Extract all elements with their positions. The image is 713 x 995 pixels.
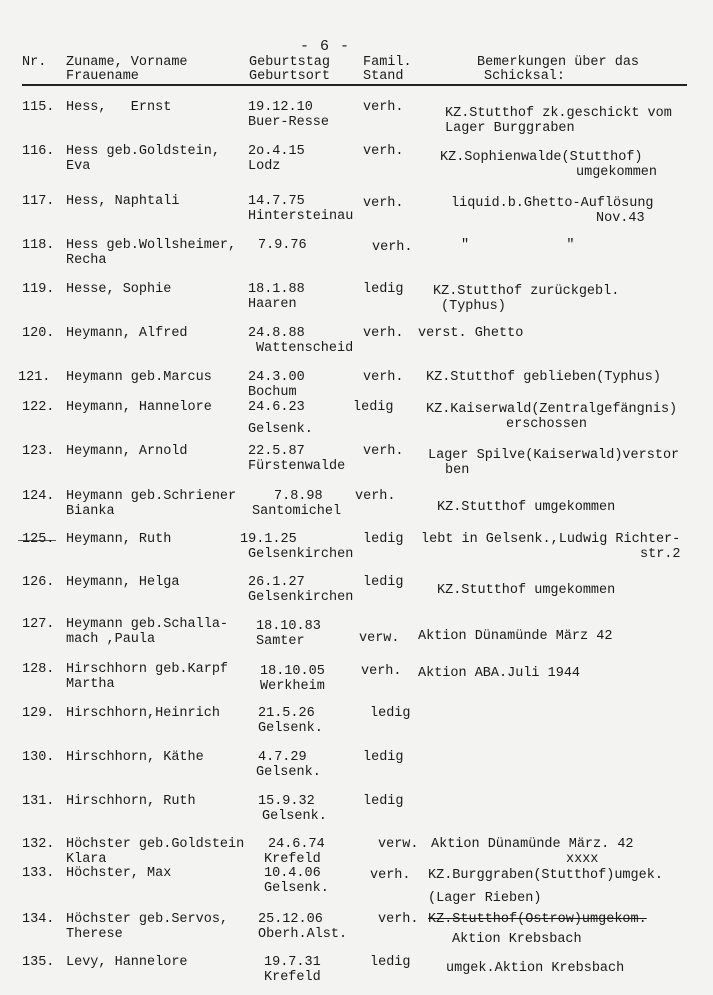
entry-status: verh. (363, 444, 404, 459)
header-nr: Nr. (22, 55, 47, 70)
entry-remarks: Aktion Dünamünde März. 42 (431, 837, 634, 852)
list-item (0, 100, 713, 140)
entry-name: Heymann, Alfred (66, 326, 188, 341)
entry-remarks-line2: (Typhus) (441, 299, 506, 314)
entry-birthdate: 24.6.23 (248, 400, 305, 415)
entry-birthdate: 4.7.29 (258, 750, 307, 765)
entry-status: ledig (370, 706, 411, 721)
entry-birthplace: Buer-Resse (248, 115, 330, 130)
entry-name: Höchster geb.Servos, (66, 912, 229, 927)
entry-status: verh. (363, 196, 404, 211)
entry-remarks: " " (461, 238, 575, 253)
entry-birthplace: Gelsenk. (264, 881, 329, 896)
header-birth-line1: Geburtstag (249, 55, 331, 70)
entry-status: verh. (363, 100, 404, 115)
entry-name-line2: mach ,Paula (66, 632, 156, 647)
entry-number: 120. (22, 326, 55, 341)
entry-birthplace: Wattenscheid (256, 341, 354, 356)
entry-name: Hirschhorn, Ruth (66, 794, 196, 809)
entry-number: 128. (22, 662, 55, 677)
page-number: - 6 - (300, 38, 351, 55)
entry-birthdate: 19.7.31 (264, 955, 321, 970)
entry-name: Heymann, Helga (66, 575, 180, 590)
list-item (0, 194, 713, 234)
list-item (0, 238, 713, 278)
header-remarks-line1: Bemerkungen über das (477, 55, 640, 70)
entry-remarks: KZ.Burggraben(Stutthof)umgek. (428, 868, 663, 883)
entry-birthplace: Hintersteinau (248, 209, 354, 224)
entry-remarks: KZ.Stutthof umgekommen (437, 500, 616, 515)
entry-number: 121. (18, 370, 51, 385)
entry-number: 129. (22, 706, 55, 721)
entry-name: Hess geb.Wollsheimer, (66, 238, 237, 253)
entry-birthplace: Fürstenwalde (248, 459, 346, 474)
entry-status: verh. (363, 144, 404, 159)
entry-number: 123. (22, 444, 55, 459)
list-item (0, 750, 713, 790)
entry-remarks-line2: Aktion Krebsbach (452, 932, 582, 947)
entry-name: Heymann, Arnold (66, 444, 188, 459)
entry-name-line2: Recha (66, 253, 107, 268)
entry-status: verh. (372, 240, 413, 255)
entry-remarks-line2: str.2 (640, 547, 681, 562)
entry-remarks: liquid.b.Ghetto-Auflösung (451, 196, 654, 211)
entry-birthplace: Samter (256, 634, 305, 649)
entry-status: ledig (353, 400, 394, 415)
entry-remarks-line2: Nov.43 (596, 211, 645, 226)
entry-birthdate: 25.12.06 (258, 912, 323, 927)
entry-birthdate: 15.9.32 (258, 794, 315, 809)
entry-birthplace: Lodz (248, 159, 281, 174)
list-item (0, 444, 713, 484)
list-item (0, 282, 713, 322)
entry-birthdate: 26.1.27 (248, 575, 305, 590)
entry-number: 125. (22, 532, 55, 547)
entry-number: 130. (22, 750, 55, 765)
entry-birthplace: Gelsenk. (258, 721, 323, 736)
entry-name: Heymann geb.Schalla- (66, 617, 229, 632)
list-item (0, 706, 713, 746)
entry-name: Hirschhorn,Heinrich (66, 706, 220, 721)
header-name-line2: Frauename (66, 69, 139, 84)
entry-name-line2: Eva (66, 159, 91, 174)
entry-name: Heymann, Hannelore (66, 400, 212, 415)
entry-remarks: lebt in Gelsenk.,Ludwig Richter- (421, 532, 681, 547)
entry-name-line2: Therese (66, 927, 123, 942)
list-item (0, 617, 713, 657)
entry-birthdate: 24.3.00 (248, 370, 305, 385)
entry-status: verh. (361, 664, 402, 679)
list-item (0, 866, 713, 906)
entry-name: Heymann, Ruth (66, 532, 172, 547)
entry-name: Hess geb.Goldstein, (66, 144, 220, 159)
entry-name: Höchster geb.Goldstein (66, 837, 245, 852)
entry-birthplace: Haaren (248, 297, 297, 312)
header-status-line2: Stand (363, 69, 404, 84)
header-birth-line2: Geburtsort (249, 69, 331, 84)
entry-birthdate: 22.5.87 (248, 444, 305, 459)
entry-birthplace: Krefeld (264, 852, 321, 867)
entry-number: 132. (22, 837, 55, 852)
entry-name: Heymann geb.Schriener (66, 489, 237, 504)
entry-number: 116. (22, 144, 55, 159)
entry-remarks: KZ.Stutthof(Ostrow)umgekom. (428, 912, 647, 927)
entry-status: verh. (370, 868, 411, 883)
list-item (0, 575, 713, 615)
entry-name: Hess, Ernst (66, 100, 172, 115)
entry-remarks: umgek.Aktion Krebsbach (446, 961, 625, 976)
entry-birthplace: Werkheim (260, 679, 325, 694)
entry-number: 131. (22, 794, 55, 809)
entry-remarks: verst. Ghetto (418, 326, 524, 341)
entry-remarks: KZ.Stutthof geblieben(Typhus) (426, 370, 661, 385)
entry-birthplace: Santomichel (252, 504, 342, 519)
entry-number: 126. (22, 575, 55, 590)
entry-name-line2: Klara (66, 852, 107, 867)
entry-number: 122. (22, 400, 55, 415)
entry-remarks-line2: (Lager Rieben) (428, 891, 542, 906)
entry-birthdate: 24.8.88 (248, 326, 305, 341)
list-item (0, 662, 713, 702)
entry-birthdate: 21.5.26 (258, 706, 315, 721)
entry-name-line2: Martha (66, 677, 115, 692)
entry-name: Hess, Naphtali (66, 194, 180, 209)
list-item (0, 912, 713, 952)
entry-remarks-line2: ben (445, 463, 470, 478)
entry-remarks: KZ.Kaiserwald(Zentralgefängnis) (426, 402, 678, 417)
entry-birthdate: 18.10.05 (260, 664, 325, 679)
entry-birthplace: Gelsenk. (256, 765, 321, 780)
entry-remarks-line2: xxxx (566, 852, 599, 867)
entry-birthdate: 18.10.83 (256, 619, 321, 634)
entry-name: Hirschhorn, Käthe (66, 750, 204, 765)
entry-birthplace: Gelsenk. (248, 422, 313, 437)
list-item (0, 532, 713, 572)
entry-number: 135. (22, 955, 55, 970)
entry-status: verh. (363, 326, 404, 341)
list-item (0, 955, 713, 995)
entry-name: Levy, Hannelore (66, 955, 188, 970)
entry-name: Hesse, Sophie (66, 282, 172, 297)
list-item (0, 144, 713, 184)
list-item (0, 326, 713, 366)
entry-birthplace: Krefeld (264, 970, 321, 985)
entry-status: verh. (355, 489, 396, 504)
entry-birthdate: 24.6.74 (268, 837, 325, 852)
entry-remarks: KZ.Stutthof zk.geschickt vom (445, 106, 672, 121)
entry-remarks: KZ.Stutthof zurückgebl. (433, 284, 620, 299)
entry-remarks: Lager Spilve(Kaiserwald)verstor (428, 448, 680, 463)
entry-number: 115. (22, 100, 55, 115)
entry-remarks-line2: umgekommen (576, 165, 658, 180)
entry-remarks-line2: erschossen (506, 417, 588, 432)
entry-birthdate: 19.12.10 (248, 100, 313, 115)
entry-number: 133. (22, 866, 55, 881)
entry-status: verh. (363, 370, 404, 385)
entry-name: Hirschhorn geb.Karpf (66, 662, 229, 677)
entry-status: ledig (363, 282, 404, 297)
entry-status: verw. (359, 631, 400, 646)
entry-name-line2: Bianka (66, 504, 115, 519)
entry-status: ledig (363, 575, 404, 590)
entry-birthplace: Gelsenkirchen (248, 547, 354, 562)
entry-birthplace: Gelsenk. (262, 809, 327, 824)
list-item (0, 794, 713, 834)
header-remarks-line2: Schicksal: (484, 69, 566, 84)
entry-birthdate: 10.4.06 (264, 866, 321, 881)
header-status-line1: Famil. (363, 55, 412, 70)
header-rule (22, 84, 687, 86)
entry-birthplace: Oberh.Alst. (258, 927, 348, 942)
entry-birthdate: 14.7.75 (248, 194, 305, 209)
entry-status: ledig (370, 955, 411, 970)
entry-number: 119. (22, 282, 55, 297)
entry-birthdate: 7.9.76 (258, 238, 307, 253)
entry-name: Heymann geb.Marcus (66, 370, 212, 385)
entry-status: ledig (363, 750, 404, 765)
entry-name: Höchster, Max (66, 866, 172, 881)
entry-status: verh. (378, 912, 419, 927)
entry-remarks: Aktion ABA.Juli 1944 (418, 666, 581, 681)
entry-number: 117. (22, 194, 55, 209)
entry-birthdate: 19.1.25 (240, 532, 297, 547)
list-item (0, 400, 713, 440)
entry-number: 134. (22, 912, 55, 927)
entry-remarks: KZ.Sophienwalde(Stutthof) (440, 150, 643, 165)
entry-number: 118. (22, 238, 55, 253)
entry-birthplace: Bochum (248, 385, 297, 400)
entry-birthplace: Gelsenkirchen (248, 590, 354, 605)
list-item (0, 489, 713, 529)
entry-remarks: Aktion Dünamünde März 42 (418, 629, 613, 644)
entry-birthdate: 2o.4.15 (248, 144, 305, 159)
entry-birthdate: 7.8.98 (274, 489, 323, 504)
header-name-line1: Zuname, Vorname (66, 55, 188, 70)
entry-birthdate: 18.1.88 (248, 282, 305, 297)
entry-remarks: KZ.Stutthof umgekommen (437, 583, 616, 598)
entry-status: ledig (363, 532, 404, 547)
entry-status: verw. (378, 837, 419, 852)
entry-number: 127. (22, 617, 55, 632)
entry-status: ledig (363, 794, 404, 809)
entry-number: 124. (22, 489, 55, 504)
entry-remarks-line2: Lager Burggraben (445, 121, 575, 136)
